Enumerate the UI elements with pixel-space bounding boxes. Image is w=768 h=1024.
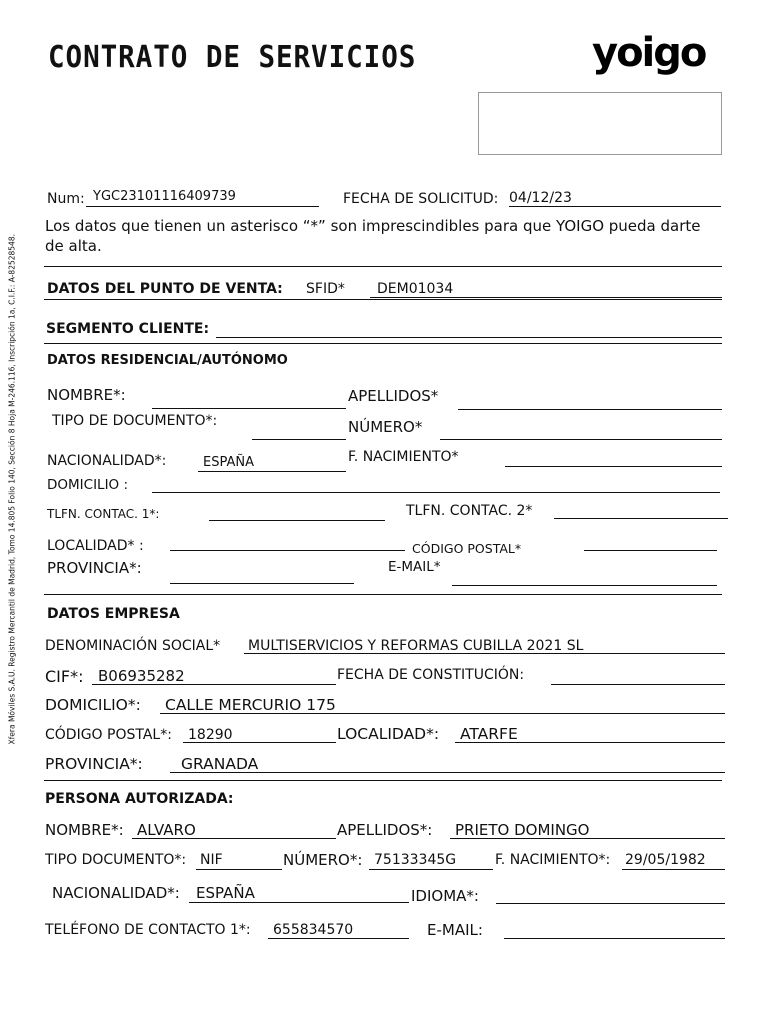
cp-empresa-value[interactable]: 18290 [188, 727, 233, 743]
yoigo-logo [590, 28, 730, 76]
fecha-constitucion-label: FECHA DE CONSTITUCIÓN: [337, 667, 525, 683]
f-nacimiento-field[interactable] [505, 466, 722, 467]
notice-line-2: de alta. [45, 237, 102, 255]
divider [44, 594, 722, 595]
email-autorizada-label: E-MAIL: [427, 921, 483, 939]
provincia-empresa-value[interactable]: GRANADA [181, 755, 259, 773]
residencial-heading: DATOS RESIDENCIAL/AUTÓNOMO [47, 353, 288, 368]
num-label: Num: [47, 191, 85, 207]
empresa-heading: DATOS EMPRESA [47, 606, 180, 622]
f-nac-autorizada-underline [622, 869, 725, 870]
nombre-label: NOMBRE*: [47, 386, 126, 404]
nacionalidad-underline [198, 471, 346, 472]
fecha-underline [509, 206, 721, 207]
numero-autorizada-label: NÚMERO*: [283, 851, 363, 869]
tipo-documento-label: TIPO DE DOCUMENTO*: [52, 413, 218, 429]
denominacion-label: DENOMINACIÓN SOCIAL* [45, 638, 221, 654]
fecha-solicitud-label: FECHA DE SOLICITUD: [343, 191, 499, 207]
svg-text:yoigo: yoigo [592, 30, 706, 76]
apellidos-label: APELLIDOS* [348, 387, 439, 405]
tipo-documento-autorizada-value[interactable]: NIF [200, 852, 223, 868]
cp-label: CÓDIGO POSTAL* [412, 541, 522, 556]
sfid-label: SFID* [306, 281, 345, 297]
nombre-autorizada-label: NOMBRE*: [45, 821, 124, 839]
idioma-label: IDIOMA*: [411, 887, 479, 905]
provincia-label: PROVINCIA*: [47, 559, 142, 577]
provincia-empresa-underline [170, 772, 725, 773]
nacionalidad-autorizada-underline [189, 902, 409, 903]
telefono-autorizada-underline [268, 938, 409, 939]
localidad-empresa-label: LOCALIDAD*: [337, 725, 440, 743]
cif-label: CIF*: [45, 667, 84, 686]
nacionalidad-autorizada-label: NACIONALIDAD*: [52, 884, 180, 902]
f-nacimiento-label: F. NACIMIENTO* [348, 449, 459, 465]
domicilio-empresa-label: DOMICILIO*: [45, 696, 141, 714]
numero-autorizada-underline [369, 869, 493, 870]
apellidos-autorizada-underline [450, 838, 725, 839]
telefono-autorizada-label: TELÉFONO DE CONTACTO 1*: [45, 922, 251, 938]
page-title: CONTRATO DE SERVICIOS [48, 40, 417, 75]
localidad-empresa-underline [455, 742, 725, 743]
cp-field[interactable] [584, 550, 717, 551]
domicilio-label: DOMICILIO : [47, 477, 129, 493]
nombre-autorizada-value[interactable]: ALVARO [137, 821, 196, 839]
tlfn1-label: TLFN. CONTAC. 1*: [47, 507, 160, 521]
sfid-underline [370, 297, 722, 298]
divider [44, 266, 722, 267]
notice-line-1: Los datos que tienen un asterisco “*” son imprescindibles para que YOIGO pueda darte [45, 217, 701, 235]
localidad-empresa-value[interactable]: ATARFE [460, 725, 518, 743]
email-label: E-MAIL* [388, 559, 441, 575]
telefono-autorizada-value[interactable]: 655834570 [273, 922, 354, 938]
num-value[interactable]: YGC23101116409739 [93, 189, 236, 204]
apellidos-autorizada-value[interactable]: PRIETO DOMINGO [455, 821, 590, 839]
email-field[interactable] [452, 585, 717, 586]
domicilio-empresa-value[interactable]: CALLE MERCURIO 175 [165, 696, 336, 714]
apellidos-field[interactable] [458, 409, 722, 410]
f-nac-autorizada-value[interactable]: 29/05/1982 [625, 852, 706, 868]
provincia-empresa-label: PROVINCIA*: [45, 755, 143, 773]
fecha-constitucion-field[interactable] [551, 684, 725, 685]
cp-empresa-label: CÓDIGO POSTAL*: [45, 727, 172, 743]
tipo-documento-autorizada-label: TIPO DOCUMENTO*: [45, 852, 187, 868]
localidad-field[interactable] [170, 550, 405, 551]
segmento-label: SEGMENTO CLIENTE: [46, 321, 210, 337]
f-nac-autorizada-label: F. NACIMIENTO*: [495, 852, 611, 868]
email-autorizada-field[interactable] [504, 938, 725, 939]
provincia-field[interactable] [170, 583, 354, 584]
nacionalidad-value[interactable]: ESPAÑA [203, 455, 254, 470]
nacionalidad-label: NACIONALIDAD*: [47, 453, 167, 469]
cp-empresa-underline [183, 742, 336, 743]
denominacion-value[interactable]: MULTISERVICIOS Y REFORMAS CUBILLA 2021 SL [248, 638, 584, 654]
idioma-field[interactable] [496, 903, 725, 904]
denominacion-underline [244, 653, 725, 654]
nombre-field[interactable] [152, 408, 346, 409]
tipo-documento-autorizada-underline [196, 869, 282, 870]
localidad-label: LOCALIDAD* : [47, 538, 144, 554]
tlfn2-field[interactable] [554, 518, 728, 519]
num-underline [86, 206, 319, 207]
divider [44, 780, 722, 781]
cif-underline [92, 684, 336, 685]
autorizada-heading: PERSONA AUTORIZADA: [45, 791, 234, 807]
divider [44, 343, 722, 344]
cif-value[interactable]: B06935282 [98, 667, 185, 685]
nombre-autorizada-underline [132, 838, 336, 839]
tlfn1-field[interactable] [209, 520, 385, 521]
tipo-documento-field[interactable] [252, 439, 346, 440]
segmento-field[interactable] [216, 337, 722, 338]
side-legal-text: Xfera Móviles S.A.U. Registro Mercantil de Madrid, Tomo 14.805 Folio 140, Sección 8 Hoja M-246.116, Inscripción 1a, C.I.F.: A-82528548. [7, 234, 17, 745]
numero-label: NÚMERO* [348, 418, 423, 436]
apellidos-autorizada-label: APELLIDOS*: [337, 821, 433, 839]
stamp-box [478, 92, 722, 155]
domicilio-empresa-underline [160, 713, 725, 714]
tlfn2-label: TLFN. CONTAC. 2* [406, 503, 533, 519]
fecha-solicitud-value[interactable]: 04/12/23 [509, 190, 572, 206]
nacionalidad-autorizada-value[interactable]: ESPAÑA [196, 884, 255, 902]
numero-field[interactable] [440, 439, 722, 440]
divider [44, 299, 722, 300]
punto-venta-label: DATOS DEL PUNTO DE VENTA: [47, 281, 283, 297]
domicilio-field[interactable] [152, 492, 720, 493]
numero-autorizada-value[interactable]: 75133345G [374, 852, 457, 868]
sfid-value[interactable]: DEM01034 [377, 281, 454, 297]
